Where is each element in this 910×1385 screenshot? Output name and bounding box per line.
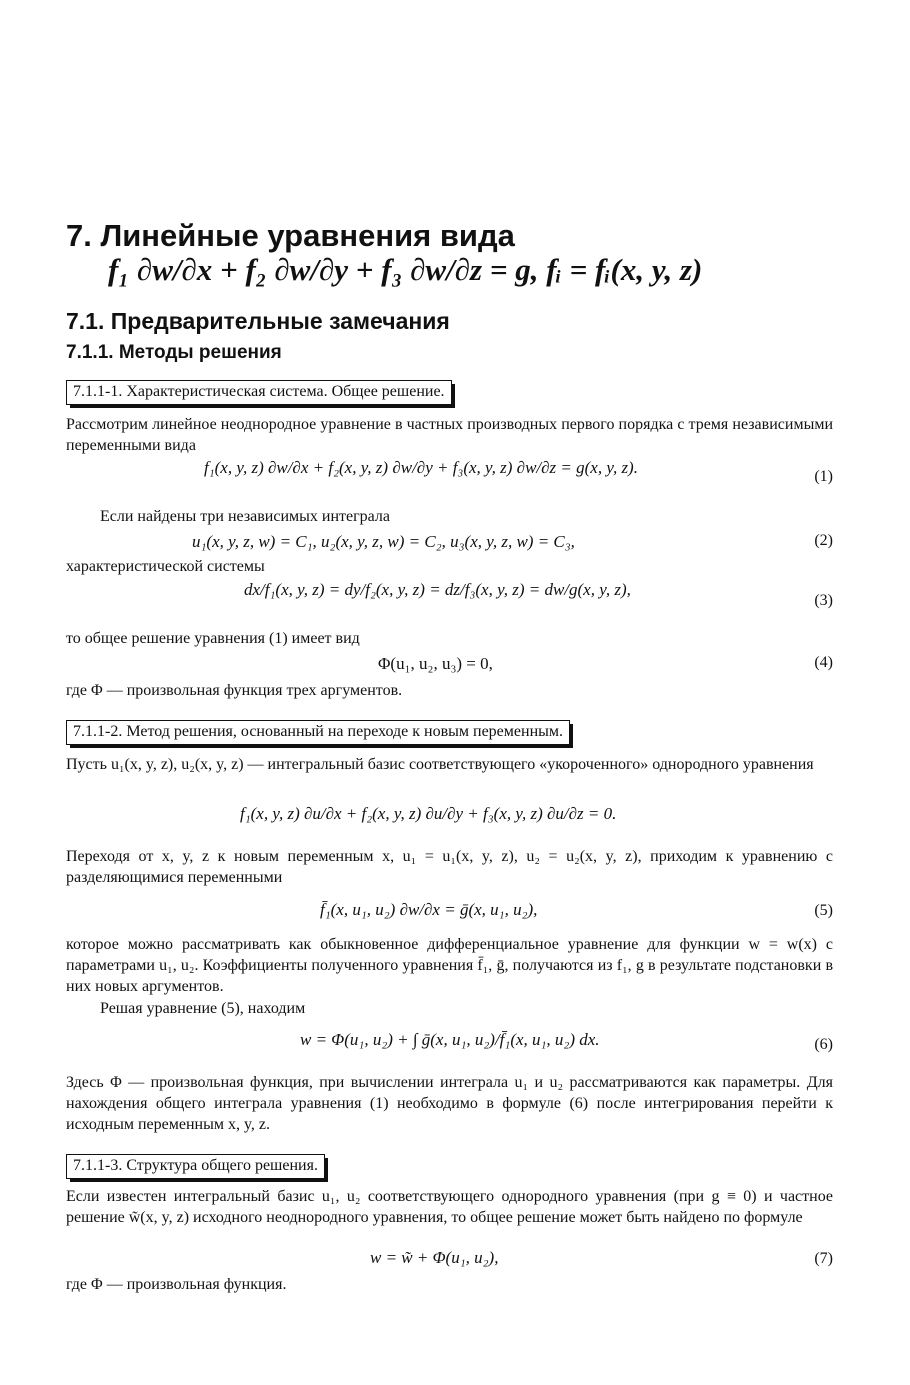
block3-p1: Если известен интегральный базис u₁, u₂ соответствующего однородного уравнения (при g ≡ 0) и частное решение w̃(x, y, z) исходного неоднородного уравнения, то общее решение может быть найдено по формуле: [66, 1188, 833, 1226]
equation-3-text: dx/f₁(x, y, z) = dy/f₂(x, y, z) = dz/f₃(x, y, z) = dw/g(x, y, z),: [244, 580, 631, 599]
block2-p2: Переходя от x, y, z к новым переменным x, u₁ = u₁(x, y, z), u₂ = u₂(x, y, z), приходим к уравнению с разделяющимися переменными: [66, 848, 833, 886]
block2-p3: которое можно рассматривать как обыкновенное дифференциальное уравнение для функции w = w(x) с параметрами u₁, u₂. Коэффициенты полученного уравнения f̄₁, ḡ, получаются из f₁, g в результате подстановки в них новых аргументов.: [66, 936, 833, 995]
equation-1-number: (1): [814, 468, 833, 485]
equation-6-text: w = Φ(u₁, u₂) + ∫ ḡ(x, u₁, u₂)/f̄₁(x, u₁, u₂) dx.: [300, 1030, 600, 1049]
block1-p2: Если найдены три независимых интеграла: [100, 508, 390, 525]
equation-6: [300, 1030, 600, 1050]
block-heading-2: 7.1.1-2. Метод решения, основанный на переходе к новым переменным.: [66, 720, 570, 745]
block1-intro: Рассмотрим линейное неоднородное уравнение в частных производных первого порядка с тремя независимыми переменными вида: [66, 416, 833, 454]
equation-5-text: f̄₁(x, u₁, u₂) ∂w/∂x = ḡ(x, u₁, u₂),: [320, 900, 538, 919]
equation-6-number: (6): [814, 1036, 833, 1053]
equation-4-text: Φ(u₁, u₂, u₃) = 0,: [378, 654, 493, 673]
equation-homogeneous: [240, 804, 616, 824]
subsection-title: 7.1.1. Методы решения: [66, 342, 282, 363]
equation-3-number: (3): [814, 592, 833, 609]
equation-2-text: u₁(x, y, z, w) = C₁, u₂(x, y, z, w) = C₂, u₃(x, y, z, w) = C₃,: [192, 532, 575, 551]
block1-p4: то общее решение уравнения (1) имеет вид: [66, 630, 360, 647]
block-heading-1: 7.1.1-1. Характеристическая система. Общее решение.: [66, 380, 452, 405]
block-heading-3: 7.1.1-3. Структура общего решения.: [66, 1154, 325, 1179]
equation-homogeneous-text: f₁(x, y, z) ∂u/∂x + f₂(x, y, z) ∂u/∂y + f₃(x, y, z) ∂u/∂z = 0.: [240, 804, 617, 823]
block1-p5: где Φ — произвольная функция трех аргументов.: [66, 682, 403, 699]
equation-2-number: (2): [814, 532, 833, 549]
block3-p2: где Φ — произвольная функция.: [66, 1276, 287, 1293]
chapter-title: 7. Линейные уравнения вида: [66, 218, 515, 253]
chapter-formula: f₁ ∂w/∂x + f₂ ∂w/∂y + f₃ ∂w/∂z = g, fᵢ = fᵢ(x, y, z): [108, 252, 703, 287]
equation-7-number: (7): [814, 1250, 833, 1267]
equation-5-number: (5): [814, 902, 833, 919]
equation-4: [378, 654, 493, 674]
equation-5: [320, 900, 537, 920]
equation-4-number: (4): [814, 654, 833, 671]
block1-p3: характеристической системы: [66, 558, 265, 575]
section-title: 7.1. Предварительные замечания: [66, 308, 450, 334]
block2-p1: Пусть u₁(x, y, z), u₂(x, y, z) — интегральный базис соответствующего «укороченного» однородного уравнения: [66, 756, 814, 773]
equation-3: [244, 580, 631, 600]
equation-1: [204, 458, 638, 478]
block2-p4: Решая уравнение (5), находим: [100, 1000, 306, 1017]
block2-p5: Здесь Φ — произвольная функция, при вычислении интеграла u₁ и u₂ рассматриваются как параметры. Для нахождения общего интеграла уравнения (1) необходимо в формуле (6) после интегрирования перейти к исходным переменным x, y, z.: [66, 1074, 833, 1133]
equation-7: [370, 1248, 498, 1268]
equation-1-text: f₁(x, y, z) ∂w/∂x + f₂(x, y, z) ∂w/∂y + f₃(x, y, z) ∂w/∂z = g(x, y, z).: [204, 458, 638, 477]
equation-2: [192, 532, 575, 552]
equation-7-text: w = w̃ + Φ(u₁, u₂),: [370, 1248, 499, 1267]
